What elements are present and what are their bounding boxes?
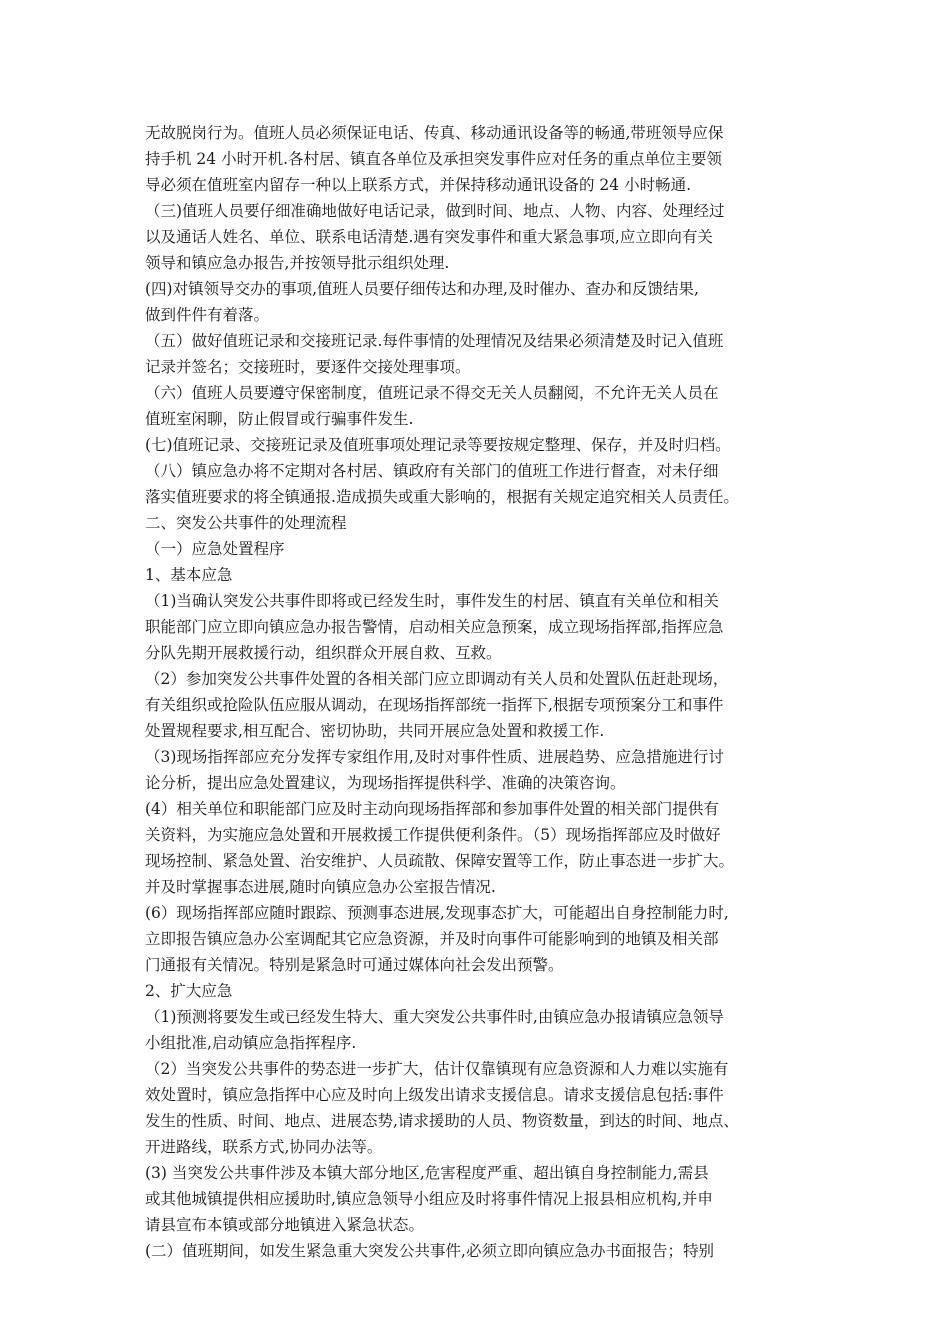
text-line: 1、基本应急 (145, 566, 233, 584)
text-line: 职能部门应立即向镇应急办报告警情，启动相关应急预案，成立现场指挥部,指挥应急 (145, 618, 724, 636)
text-line: 门通报有关情况。特别是紧急时可通过媒体向社会发出预警。 (145, 956, 564, 974)
text-line: (二）值班期间，如发生紧急重大突发公共事件,必须立即向镇应急办书面报告；特别 (145, 1242, 714, 1260)
text-line: （3)现场指挥部应充分发挥专家组作用,及时对事件性质、进展趋势、应急措施进行讨 (145, 748, 724, 766)
text-line: 效处置时，镇应急指挥中心应及时向上级发出请求支援信息。请求支援信息包括:事件 (145, 1086, 724, 1104)
text-line: （八）镇应急办将不定期对各村居、镇政府有关部门的值班工作进行督查，对未仔细 (145, 462, 719, 480)
text-line: (4）相关单位和职能部门应及时主动向现场指挥部和参加事件处置的相关部门提供有 (145, 800, 719, 818)
text-line: （2）参加突发公共事件处置的各相关部门应立即调动有关人员和处置队伍赶赴现场， (145, 670, 729, 688)
text-line: 请县宣布本镇或部分地镇进入紧急状态。 (145, 1216, 425, 1234)
text-line: （三)值班人员要仔细准确地做好电话记录，做到时间、地点、人物、内容、处理经过 (145, 202, 725, 220)
text-line: 无故脱岗行为。值班人员必须保证电话、传真、移动通讯设备等的畅通,带班领导应保 (145, 124, 724, 142)
text-line: 开进路线，联系方式,协同办法等。 (145, 1138, 383, 1156)
text-line: 记录并签名；交接班时，要逐件交接处理事项。 (145, 358, 471, 376)
text-line: （1)当确认突发公共事件即将或已经发生时，事件发生的村居、镇直有关单位和相关 (145, 592, 719, 610)
document-body (145, 120, 825, 1264)
text-line: (七)值班记录、交接班记录及值班事项处理记录等要按规定整理、保存，并及时归档。 (145, 436, 731, 454)
text-line: 分队先期开展救援行动，组织群众开展自救、互救。 (145, 644, 502, 662)
text-line: 值班室闲聊，防止假冒或行骗事件发生. (145, 410, 414, 428)
text-line: 发生的性质、时间、地点、进展态势,请求援助的人员、物资数量，到达的时间、地点、 (145, 1112, 739, 1130)
text-line: 持手机 24 小时开机.各村居、镇直各单位及承担突发事件应对任务的重点单位主要领 (145, 150, 723, 168)
text-line: (3) 当突发公共事件涉及本镇大部分地区,危害程度严重、超出镇自身控制能力,需县 (145, 1164, 709, 1182)
text-line: （1)预测将要发生或已经发生特大、重大突发公共事件时,由镇应急办报请镇应急领导 (145, 1008, 724, 1026)
text-line: (四)对镇领导交办的事项,值班人员要仔细传达和办理,及时催办、查办和反馈结果, (145, 280, 699, 298)
text-line: 导必须在值班室内留存一种以上联系方式，并保持移动通讯设备的 24 小时畅通. (145, 176, 692, 194)
text-line: 2、扩大应急 (145, 982, 233, 1000)
text-line: 立即报告镇应急办公室调配其它应急资源，并及时向事件可能影响到的地镇及相关部 (145, 930, 719, 948)
text-line: 现场控制、紧急处置、治安维护、人员疏散、保障安置等工作，防止事态进一步扩大。 (145, 852, 735, 870)
text-line: （一）应急处置程序 (145, 540, 285, 558)
text-line: 二、突发公共事件的处理流程 (145, 514, 347, 532)
text-line: 以及通话人姓名、单位、联系电话清楚.遇有突发事件和重大紧急事项,应立即向有关 (145, 228, 713, 246)
text-line: 并及时掌握事态进展,随时向镇应急办公室报告情况. (145, 878, 496, 896)
text-line: (6）现场指挥部应随时跟踪、预测事态进展,发现事态扩大，可能超出自身控制能力时, (145, 904, 729, 922)
text-line: 小组批准,启动镇应急指挥程序. (145, 1034, 357, 1052)
text-line: 有关组织或抢险队伍应服从调动，在现场指挥部统一指挥下,根据专项预案分工和事件 (145, 696, 724, 714)
text-line: 论分析，提出应急处置建议，为现场指挥提供科学、准确的决策咨询。 (145, 774, 626, 792)
text-line: （五）做好值班记录和交接班记录.每件事情的处理情况及结果必须清楚及时记入值班 (145, 332, 724, 350)
text-line: 关资料，为实施应急处置和开展救援工作提供便利条件。（5）现场指挥部应及时做好 (145, 826, 721, 844)
text-line: 处置规程要求,相互配合、密切协助，共同开展应急处置和救援工作. (145, 722, 605, 740)
text-line: 或其他城镇提供相应援助时,镇应急领导小组应及时将事件情况上报县相应机构,并申 (145, 1190, 713, 1208)
text-line: 做到件件有着落。 (145, 306, 270, 324)
text-line: 落实值班要求的将全镇通报.造成损失或重大影响的，根据有关规定追究相关人员责任。 (145, 488, 739, 506)
text-line: （六）值班人员要遵守保密制度，值班记录不得交无关人员翻阅，不允许无关人员在 (145, 384, 719, 402)
text-line: 领导和镇应急办报告,并按领导批示组织处理. (145, 254, 450, 272)
text-line: （2）当突发公共事件的势态进一步扩大，估计仅靠镇现有应急资源和人力难以实施有 (145, 1060, 729, 1078)
